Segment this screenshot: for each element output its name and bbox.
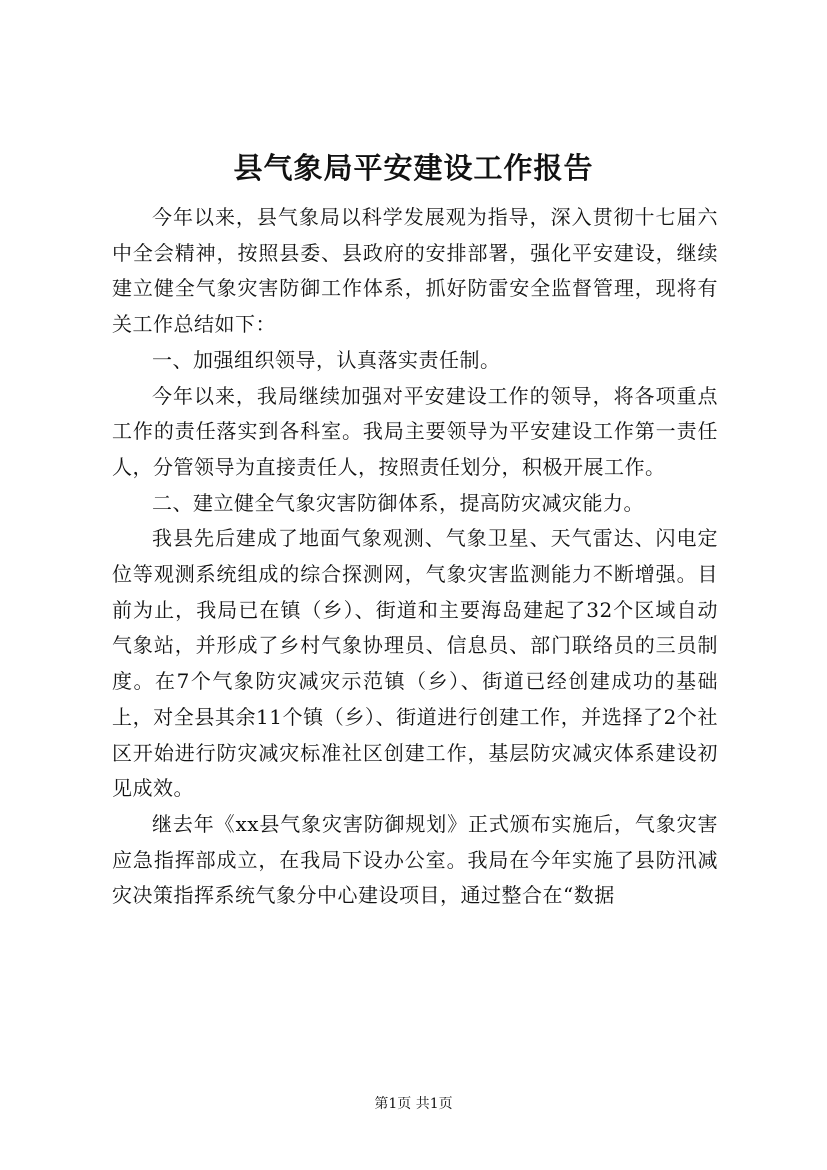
paragraph-section-1: 今年以来，我局继续加强对平安建设工作的领导，将各项重点工作的责任落实到各科室。我局主要领导为平安建设工作第一责任人，分管领导为直接责任人，按照责任划分，积极开展工作。: [112, 383, 718, 479]
document-body: [112, 200, 718, 914]
paragraph-intro: 今年以来，县气象局以科学发展观为指导，深入贯彻十七届六中全会精神，按照县委、县政府的安排部署，强化平安建设，继续建立健全气象灾害防御工作体系，抓好防雷安全监督管理，现将有关工作总结如下：: [112, 205, 718, 337]
section-heading-1: 一、加强组织领导，认真落实责任制。: [152, 347, 501, 372]
page-number-footer: 第1页 共1页: [374, 1096, 453, 1112]
section-heading-2: 二、建立健全气象灾害防御体系，提高防灾减灾能力。: [152, 490, 644, 515]
document-title: 县气象局平安建设工作报告: [233, 151, 594, 185]
paragraph-section-2b: 继去年《xx县气象灾害防御规划》正式颁布实施后，气象灾害应急指挥部成立，在我局下设办公室。我局在今年实施了县防汛减灾决策指挥系统气象分中心建设项目，通过整合在“数据: [112, 811, 718, 908]
paragraph-section-2a: 我县先后建成了地面气象观测、气象卫星、天气雷达、闪电定位等观测系统组成的综合探测网，气象灾害监测能力不断增强。目前为止，我局已在镇（乡）、街道和主要海岛建起了32个区域自动气象站，并形成了乡村气象协理员、信息员、部门联络员的三员制度。在7个气象防灾减灾示范镇（乡）、街道已经创建成功的基础上，对全县其余11个镇（乡）、街道进行创建工作，并选择了2个社区开始进行防灾减灾标准社区创建工作，基层防灾减灾体系建设初见成效。: [112, 526, 718, 801]
